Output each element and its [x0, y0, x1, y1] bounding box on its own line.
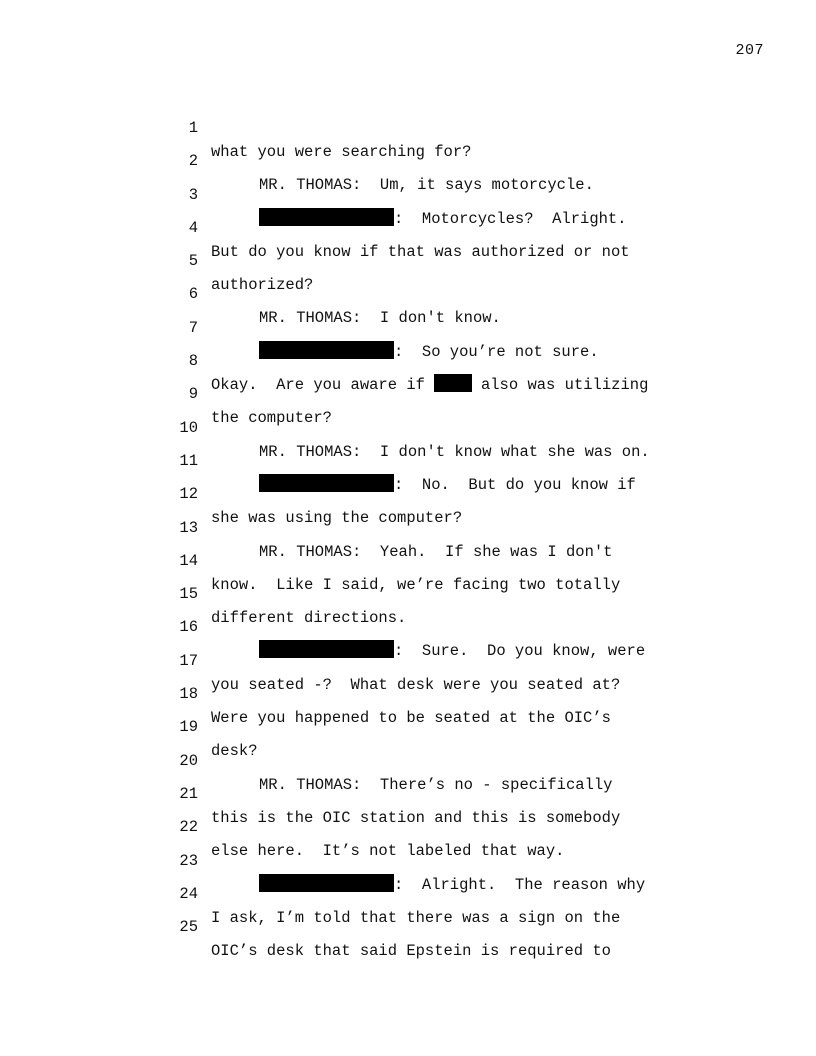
line-text: you seated -? What desk were you seated at? [211, 675, 621, 694]
line-text: this is the OIC station and this is somebody [211, 808, 621, 827]
line-text: what you were searching for? [211, 143, 472, 161]
transcript-line [0, 258, 816, 328]
line-number: 3 [188, 185, 198, 204]
speech-text: also was utilizing [480, 376, 649, 395]
speech-text: Okay. Are you aware if [211, 376, 425, 395]
speaker-name: MR. THOMAS: [259, 176, 362, 195]
line-number: 2 [188, 152, 198, 171]
speech-text: : No. But do you know if [394, 475, 636, 494]
line-text: else here. It’s not labeled that way. [211, 842, 565, 861]
line-number: 11 [179, 451, 198, 470]
page-number: 207 [735, 42, 764, 59]
line-number: 8 [188, 352, 198, 371]
line-number: 4 [188, 218, 198, 237]
transcript-line [0, 891, 816, 961]
transcript-line [0, 92, 816, 161]
line-number: 17 [179, 651, 198, 670]
line-number: 20 [179, 751, 198, 770]
transcript-line [0, 125, 816, 195]
line-number: 10 [179, 418, 198, 437]
speech-text: : Alright. The reason why [394, 875, 646, 894]
speech-text: I don't know. [361, 309, 501, 328]
line-number: 24 [179, 884, 198, 903]
speech-text: Yeah. If she was I don't [361, 542, 613, 561]
transcript-line [0, 292, 816, 361]
line-number: 18 [179, 685, 198, 704]
line-number: 6 [188, 285, 198, 304]
line-number: 21 [179, 784, 198, 803]
line-number: 13 [179, 518, 198, 537]
line-number: 7 [188, 318, 198, 337]
transcript-line [0, 159, 816, 228]
line-text: different directions. [211, 609, 407, 628]
transcript-line [0, 625, 816, 694]
transcript-line [0, 425, 816, 494]
speaker-name: MR. THOMAS: [259, 542, 362, 561]
line-number: 9 [188, 385, 198, 404]
line-text: the computer? [211, 409, 332, 428]
speech-text: I don't know what she was on. [361, 442, 650, 461]
transcript-body [0, 92, 816, 961]
transcript-line [0, 192, 816, 261]
transcript-line [0, 325, 816, 395]
speech-text: : Motorcycles? Alright. [394, 209, 627, 228]
line-text: OIC’s desk that said Epstein is required to [211, 942, 611, 961]
line-number: 5 [188, 252, 198, 271]
line-text: know. Like I said, we’re facing two totally [211, 575, 621, 594]
line-text: desk? [211, 742, 258, 761]
speech-text: : Sure. Do you know, were [394, 642, 646, 661]
line-number: 14 [179, 551, 198, 570]
line-text: she was using the computer? [211, 509, 463, 528]
transcript-line [0, 225, 816, 295]
line-text: authorized? [211, 276, 314, 295]
transcript-line [0, 525, 816, 594]
speech-text: Um, it says motorcycle. [361, 176, 594, 195]
line-text: Were you happened to be seated at the OIC’s [211, 709, 611, 728]
line-number: 25 [179, 918, 198, 937]
speaker-name: MR. THOMAS: [259, 442, 362, 461]
line-number: 23 [179, 851, 198, 870]
transcript-line [0, 858, 816, 927]
speaker-name: MR. THOMAS: [259, 775, 362, 794]
speech-text: There’s no - specifically [361, 775, 613, 794]
line-number: 12 [179, 485, 198, 504]
line-number: 15 [179, 585, 198, 604]
line-number: 1 [188, 119, 198, 137]
line-number: 19 [179, 718, 198, 737]
speaker-name: MR. THOMAS: [259, 309, 362, 328]
line-text: But do you know if that was authorized or not [211, 242, 630, 261]
line-text: I ask, I’m told that there was a sign on the [211, 908, 621, 927]
speech-text: : So you’re not sure. [394, 342, 599, 361]
transcript-line [0, 758, 816, 827]
line-number: 22 [179, 818, 198, 837]
line-number: 16 [179, 618, 198, 637]
